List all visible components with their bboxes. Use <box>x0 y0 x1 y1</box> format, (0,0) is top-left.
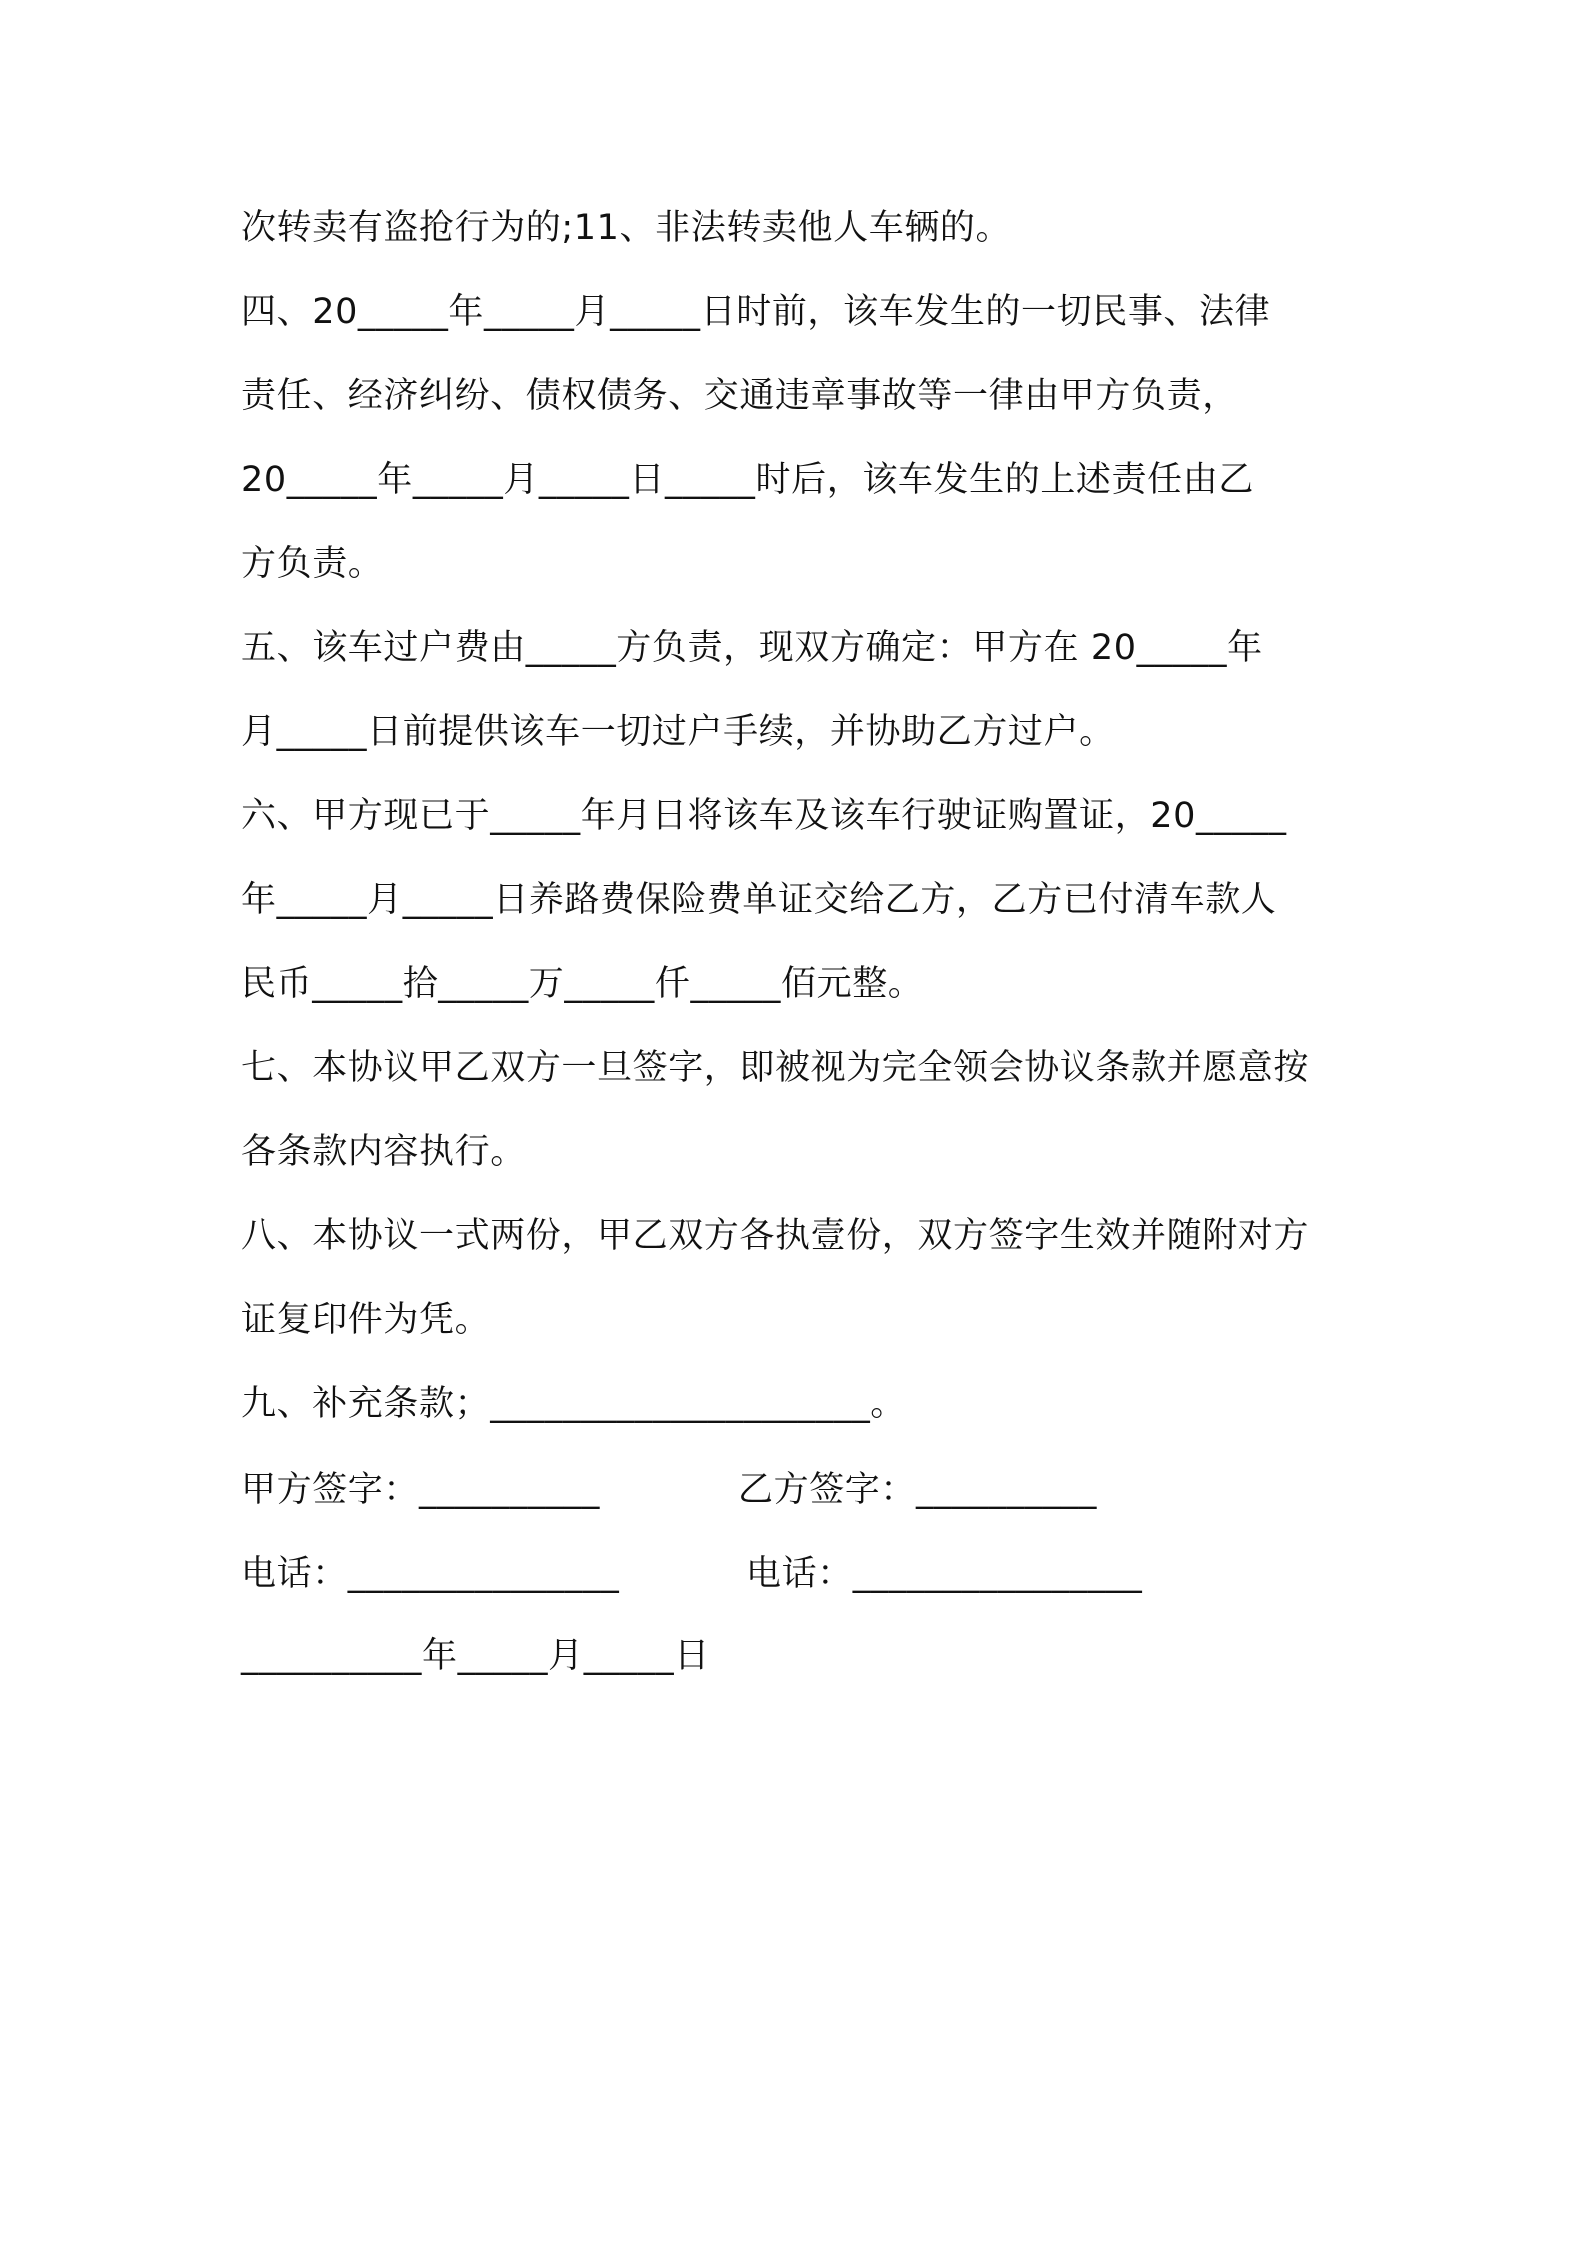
clause-line-15: 九、补充条款；_____________________。 <box>241 1384 906 1424</box>
clause-line-11: 七、本协议甲乙双方一旦签字，即被视为完全领会协议条款并愿意按 <box>241 1048 1310 1088</box>
clause-line-5: 方负责。 <box>241 544 384 584</box>
clause-line-12: 各条款内容执行。 <box>241 1132 526 1172</box>
clause-line-9: 年_____月_____日养路费保险费单证交给乙方，乙方已付清车款人 <box>241 880 1277 920</box>
party-a-signature: 甲方签字：__________ <box>241 1470 601 1510</box>
clause-line-8: 六、甲方现已于_____年月日将该车及该车行驶证购置证，20_____ <box>241 796 1287 836</box>
clause-line-4: 20_____年_____月_____日_____时后，该车发生的上述责任由乙 <box>241 460 1254 500</box>
clause-line-13: 八、本协议一式两份，甲乙双方各执壹份，双方签字生效并随附对方 <box>241 1216 1310 1256</box>
clause-line-1: 次转卖有盗抢行为的;11、非法转卖他人车辆的。 <box>241 208 1012 248</box>
party-a-phone: 电话：_______________ <box>241 1554 620 1594</box>
party-b-signature: 乙方签字：__________ <box>738 1470 1098 1510</box>
clause-line-10: 民币_____拾_____万_____仟_____佰元整。 <box>241 964 924 1004</box>
clause-line-2: 四、20_____年_____月_____日时前，该车发生的一切民事、法律 <box>241 292 1271 332</box>
clause-line-6: 五、该车过户费由_____方负责，现双方确定：甲方在 20_____年 <box>241 628 1263 668</box>
party-b-phone: 电话：________________ <box>746 1554 1143 1594</box>
clause-line-14: 证复印件为凭。 <box>241 1300 491 1340</box>
clause-line-3: 责任、经济纠纷、债权债务、交通违章事故等一律由甲方负责， <box>241 376 1238 416</box>
date-line: __________年_____月_____日 <box>241 1636 710 1676</box>
clause-line-7: 月_____日前提供该车一切过户手续，并协助乙方过户。 <box>241 712 1115 752</box>
